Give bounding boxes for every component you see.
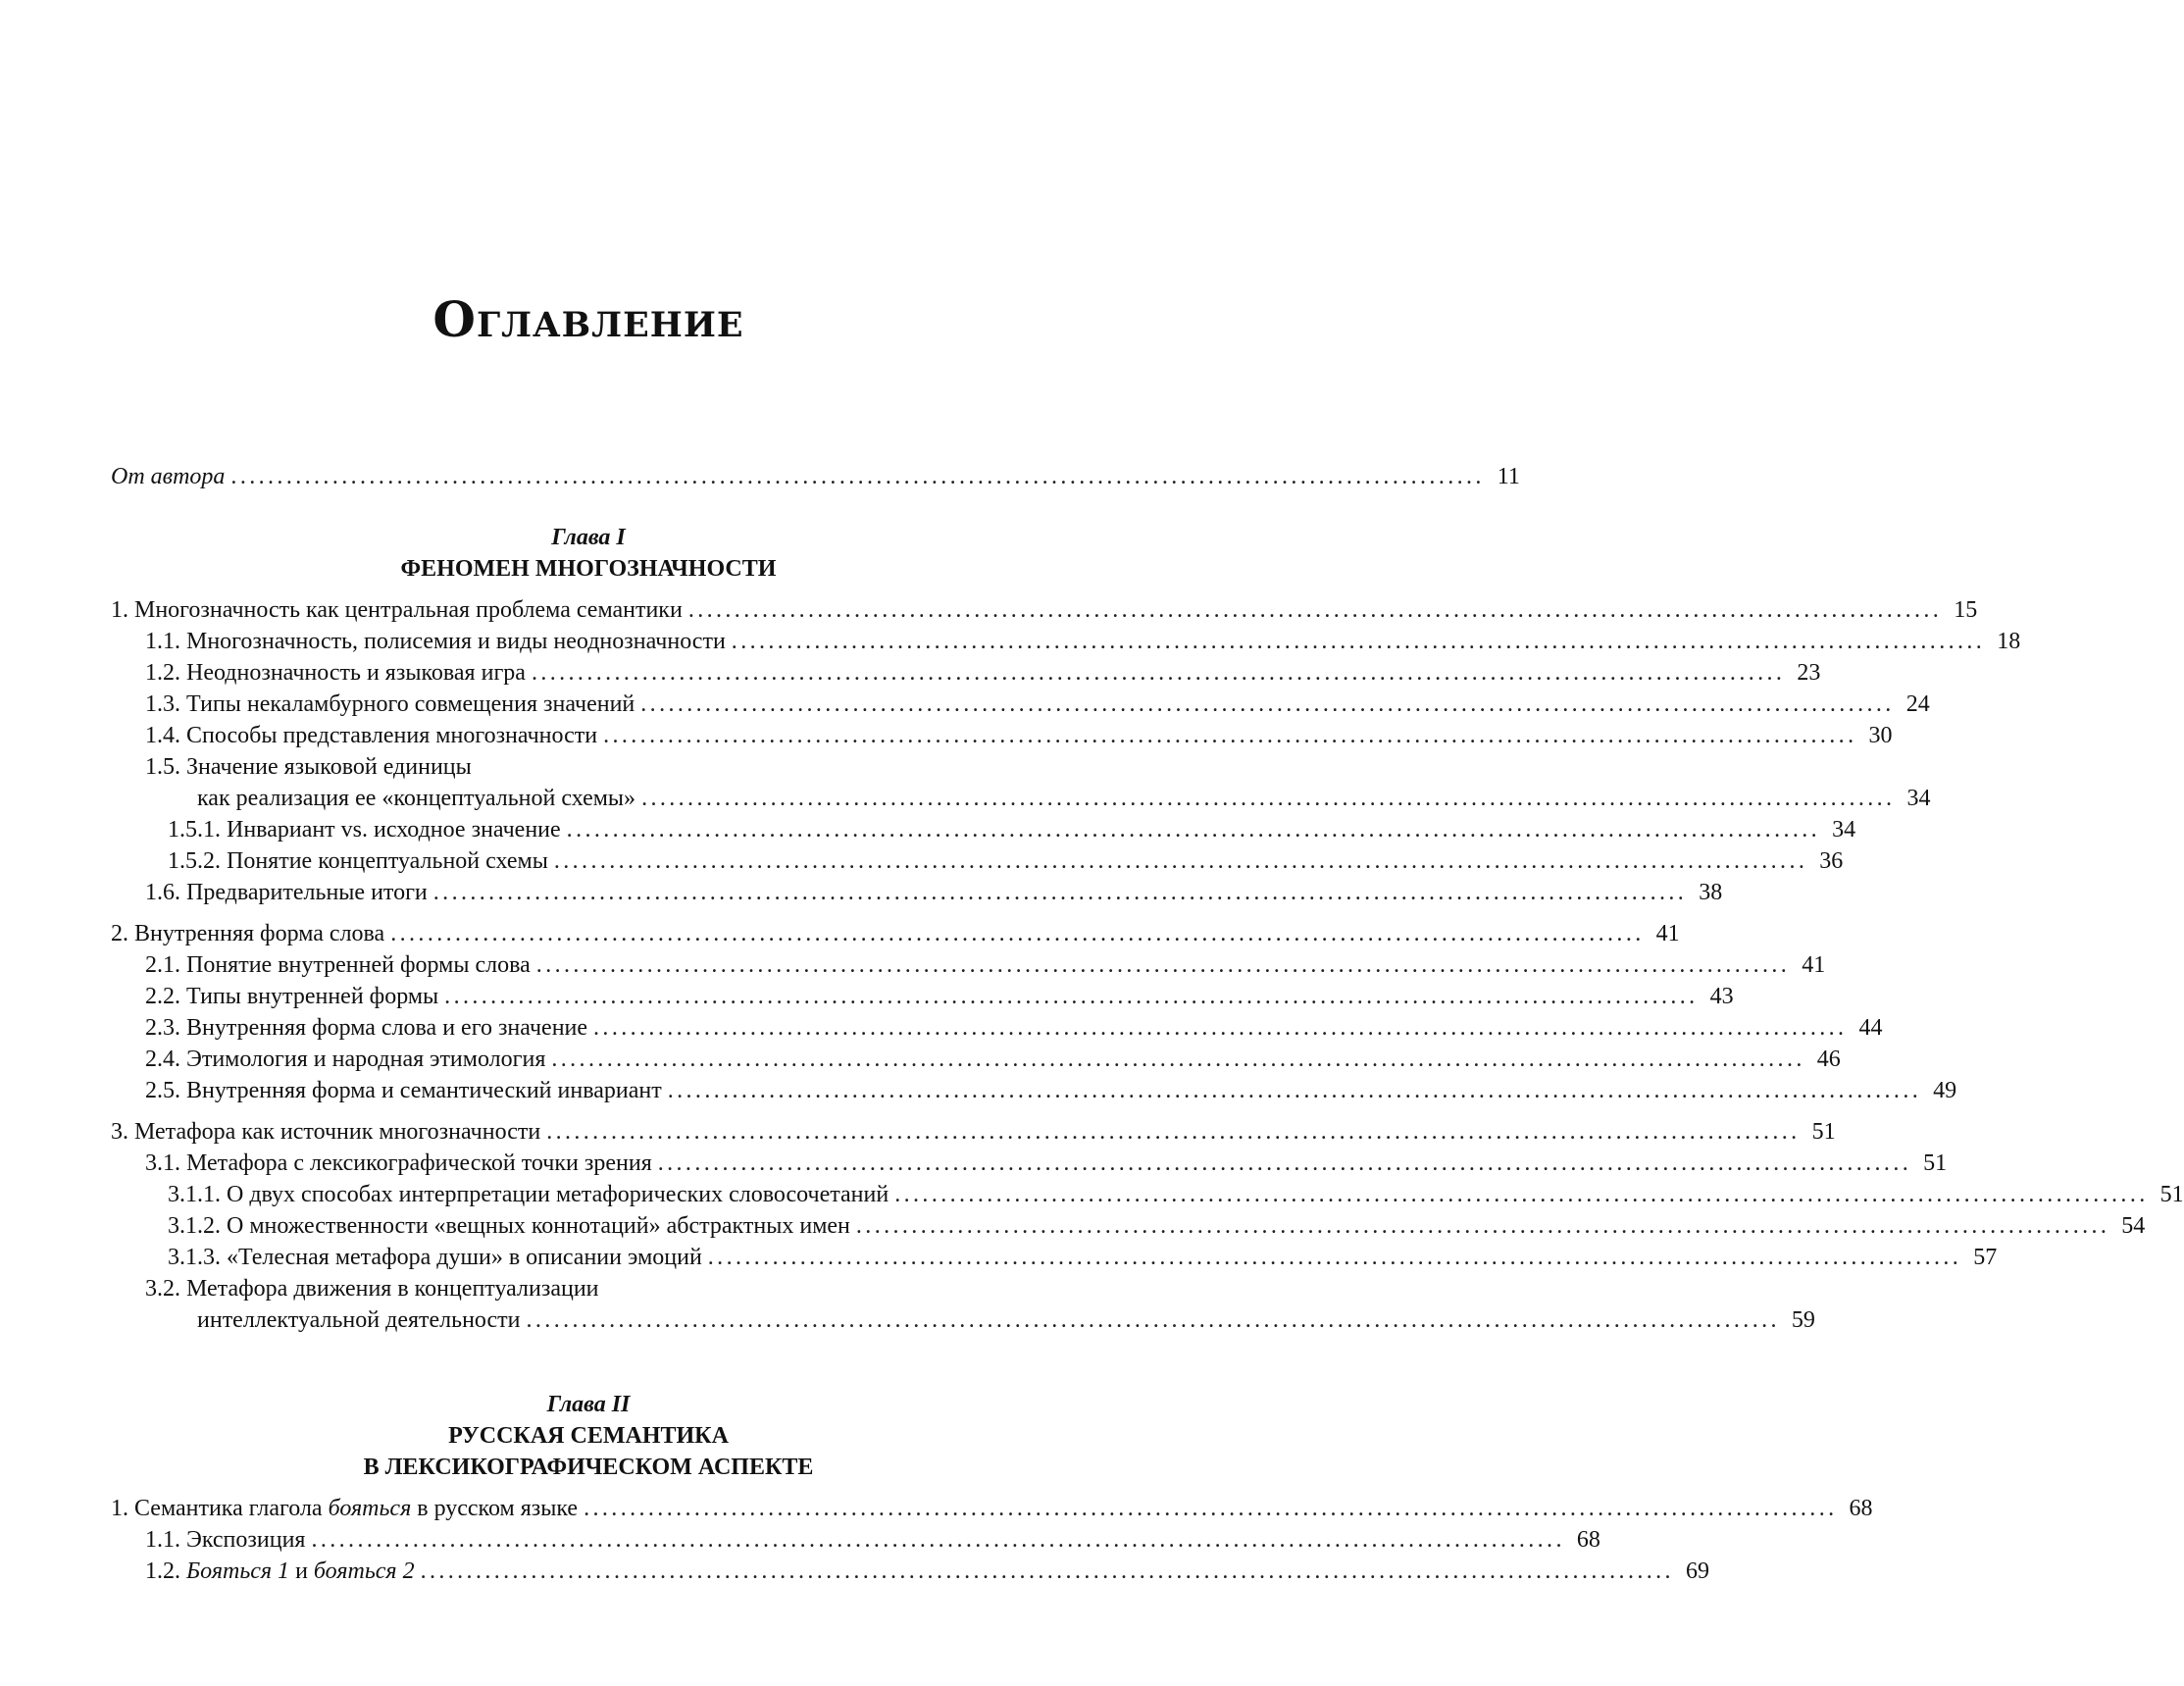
dot-leader: ........................................................................................................................................ bbox=[640, 691, 1895, 717]
toc-page-number: 54 bbox=[2121, 1213, 2146, 1239]
toc-entry-text: 2.3. Внутренняя форма слова и его значение bbox=[145, 1015, 588, 1041]
dot-leader: ........................................................................................................................................ bbox=[731, 629, 1986, 654]
chapter-2-label: Глава II bbox=[546, 1392, 631, 1417]
toc-entry[interactable] bbox=[168, 814, 1856, 846]
toc-entry[interactable] bbox=[145, 1556, 1709, 1588]
toc-entry[interactable] bbox=[145, 626, 2021, 658]
toc-entry-text bbox=[145, 1556, 421, 1588]
chapter-2-title-line-1: РУССКАЯ СЕМАНТИКА bbox=[448, 1423, 729, 1449]
toc-entry[interactable] bbox=[145, 720, 1893, 752]
dot-leader: ........................................................................................................................................ bbox=[390, 921, 1645, 946]
toc-entry-text: 3.1. Метафора с лексикографической точки зрения bbox=[145, 1150, 652, 1176]
toc-entry-text: 3.1.3. «Телесная метафора души» в описании эмоций bbox=[168, 1245, 702, 1270]
toc-page-number: 59 bbox=[1791, 1307, 1815, 1333]
toc-page-number: 30 bbox=[1868, 723, 1893, 748]
toc-entry-text: 3.1.1. О двух способах интерпретации метафорических словосочетаний bbox=[168, 1182, 889, 1207]
dot-leader: ........................................................................................................................................ bbox=[432, 880, 1688, 905]
toc-page-number: 51 bbox=[2159, 1182, 2184, 1207]
toc-entry[interactable] bbox=[145, 1273, 1066, 1305]
dot-leader: ........................................................................................................................................ bbox=[603, 723, 1857, 748]
chapter-1-label: Глава I bbox=[551, 525, 626, 550]
toc-entry[interactable] bbox=[168, 1210, 2146, 1243]
dot-leader: ........................................................................................................................................ bbox=[230, 464, 1485, 489]
toc-page-number: 46 bbox=[1816, 1047, 1841, 1072]
toc-entry[interactable] bbox=[145, 657, 1821, 690]
toc-entry-continuation[interactable] bbox=[197, 783, 1931, 815]
chapter-2-title-line-2: В ЛЕКСИКОГРАФИЧЕСКОМ АСПЕКТЕ bbox=[363, 1455, 814, 1480]
chapter-1-title: ФЕНОМЕН МНОГОЗНАЧНОСТИ bbox=[400, 556, 777, 582]
toc-entry[interactable] bbox=[145, 1524, 1600, 1557]
toc-entry-text: 1.5.1. Инвариант vs. исходное значение bbox=[168, 817, 561, 843]
toc-entry[interactable] bbox=[145, 1044, 1841, 1076]
toc-page-number: 34 bbox=[1832, 817, 1856, 843]
dot-leader: ........................................................................................................................................ bbox=[531, 660, 1786, 686]
toc-page-number: 18 bbox=[1997, 629, 2021, 654]
toc-entry-text: 1.6. Предварительные итоги bbox=[145, 880, 428, 905]
toc-entry-mid: и bbox=[289, 1558, 314, 1584]
toc-page-number: 44 bbox=[1858, 1015, 1883, 1041]
toc-page-number: 41 bbox=[1655, 921, 1680, 946]
toc-entry-text: 1.1. Многозначность, полисемия и виды неоднозначности bbox=[145, 629, 726, 654]
toc-entry-text: 2.4. Этимология и народная этимология bbox=[145, 1047, 546, 1072]
toc-page-number: 23 bbox=[1797, 660, 1821, 686]
toc-entry-text: 1.4. Способы представления многозначности bbox=[145, 723, 598, 748]
toc-entry-text: как реализация ее «концептуальной схемы» bbox=[197, 786, 636, 811]
dot-leader: ........................................................................................................................................ bbox=[546, 1119, 1801, 1145]
toc-entry-text: 1.5.2. Понятие концептуальной схемы bbox=[168, 848, 548, 874]
toc-entry[interactable] bbox=[145, 877, 1723, 909]
toc-entry-text: 2.5. Внутренняя форма и семантический инвариант bbox=[145, 1078, 662, 1103]
dot-leader: ........................................................................................................................................ bbox=[593, 1015, 1848, 1041]
toc-page-number: 51 bbox=[1923, 1150, 1948, 1176]
toc-entry-text: 1.2. Неоднозначность и языковая игра bbox=[145, 660, 526, 686]
toc-entry-text: 2. Внутренняя форма слова bbox=[111, 921, 385, 946]
toc-entry-continuation[interactable] bbox=[197, 1304, 1815, 1337]
page-title: Оглавление bbox=[432, 290, 744, 348]
toc-entry-prefix: 1. Семантика глагола bbox=[111, 1496, 329, 1521]
toc-entry-text: 1.3. Типы некаламбурного совмещения значений bbox=[145, 691, 635, 717]
toc-entry-text: интеллектуальной деятельности bbox=[197, 1307, 521, 1333]
dot-leader: ........................................................................................................................................ bbox=[707, 1245, 1962, 1270]
dot-leader: ........................................................................................................................................ bbox=[855, 1213, 2110, 1239]
toc-entry-italic-word: бояться bbox=[328, 1496, 412, 1521]
toc-entry[interactable] bbox=[145, 751, 1066, 784]
toc-entry-text: 3.2. Метафора движения в концептуализации bbox=[145, 1276, 599, 1302]
toc-page-number: 24 bbox=[1905, 691, 1930, 717]
toc-entry-text: 1.5. Значение языковой единицы bbox=[145, 754, 472, 780]
toc-page-number: 68 bbox=[1849, 1496, 1873, 1521]
toc-page-number: 43 bbox=[1709, 984, 1734, 1009]
toc-entry[interactable] bbox=[145, 689, 1930, 721]
toc-page-number: 49 bbox=[1933, 1078, 1957, 1103]
toc-entry[interactable] bbox=[168, 1242, 1998, 1274]
dot-leader: ........................................................................................................................................ bbox=[311, 1527, 1565, 1553]
toc-entry[interactable] bbox=[111, 1116, 1836, 1149]
dot-leader: ........................................................................................................................................ bbox=[553, 848, 1808, 874]
toc-entry-preface[interactable] bbox=[111, 461, 1520, 493]
toc-entry-text: От автора bbox=[111, 464, 226, 489]
toc-entry-text: 1. Многозначность как центральная проблема семантики bbox=[111, 597, 683, 623]
toc-page-number: 36 bbox=[1819, 848, 1844, 874]
toc-entry[interactable] bbox=[111, 918, 1680, 950]
toc-entry[interactable] bbox=[145, 1148, 1948, 1180]
toc-entry-text: 2.1. Понятие внутренней формы слова bbox=[145, 952, 531, 978]
toc-page-number: 68 bbox=[1576, 1527, 1600, 1553]
dot-leader: ........................................................................................................................................ bbox=[444, 984, 1699, 1009]
toc-entry-text: 1.1. Экспозиция bbox=[145, 1527, 306, 1553]
dot-leader: ........................................................................................................................................ bbox=[687, 597, 1943, 623]
dot-leader: ........................................................................................................................................ bbox=[641, 786, 1896, 811]
toc-page-number: 15 bbox=[1954, 597, 1978, 623]
toc-page-number: 38 bbox=[1699, 880, 1723, 905]
toc-entry[interactable] bbox=[145, 949, 1826, 982]
toc-entry[interactable] bbox=[111, 594, 1978, 627]
dot-leader: ........................................................................................................................................ bbox=[526, 1307, 1780, 1333]
toc-entry[interactable] bbox=[145, 1075, 1957, 1107]
dot-leader: ........................................................................................................................................ bbox=[584, 1496, 1838, 1521]
dot-leader: ........................................................................................................................................ bbox=[894, 1182, 2149, 1207]
toc-page-number: 69 bbox=[1685, 1558, 1709, 1584]
toc-entry-text: 2.2. Типы внутренней формы bbox=[145, 984, 439, 1009]
toc-entry[interactable] bbox=[145, 1012, 1883, 1045]
toc-entry[interactable] bbox=[168, 845, 1844, 878]
dot-leader: ........................................................................................................................................ bbox=[657, 1150, 1912, 1176]
toc-entry[interactable] bbox=[145, 981, 1734, 1013]
toc-page-number: 34 bbox=[1906, 786, 1931, 811]
dot-leader: ........................................................................................................................................ bbox=[535, 952, 1791, 978]
toc-entry-text: 3.1.2. О множественности «вещных коннотаций» абстрактных имен bbox=[168, 1213, 850, 1239]
toc-entry-prefix: 1.2. bbox=[145, 1558, 186, 1584]
toc-page-number: 51 bbox=[1811, 1119, 1836, 1145]
toc-page-number: 41 bbox=[1802, 952, 1826, 978]
toc-entry[interactable] bbox=[111, 1493, 1873, 1525]
dot-leader: ........................................................................................................................................ bbox=[566, 817, 1821, 843]
dot-leader: ........................................................................................................................................ bbox=[551, 1047, 1805, 1072]
dot-leader: ........................................................................................................................................ bbox=[420, 1558, 1674, 1584]
toc-page-number: 11 bbox=[1497, 464, 1520, 489]
toc-entry-text: 3. Метафора как источник многозначности bbox=[111, 1119, 541, 1145]
toc-entry-italic-word: бояться 2 bbox=[313, 1558, 415, 1584]
toc-entry-text bbox=[111, 1493, 584, 1525]
toc-entry-suffix: в русском языке bbox=[411, 1496, 579, 1521]
toc-entry-italic-word: Бояться 1 bbox=[186, 1558, 290, 1584]
toc-entry[interactable] bbox=[168, 1179, 2184, 1211]
dot-leader: ........................................................................................................................................ bbox=[667, 1078, 1922, 1103]
toc-page-number: 57 bbox=[1973, 1245, 1998, 1270]
